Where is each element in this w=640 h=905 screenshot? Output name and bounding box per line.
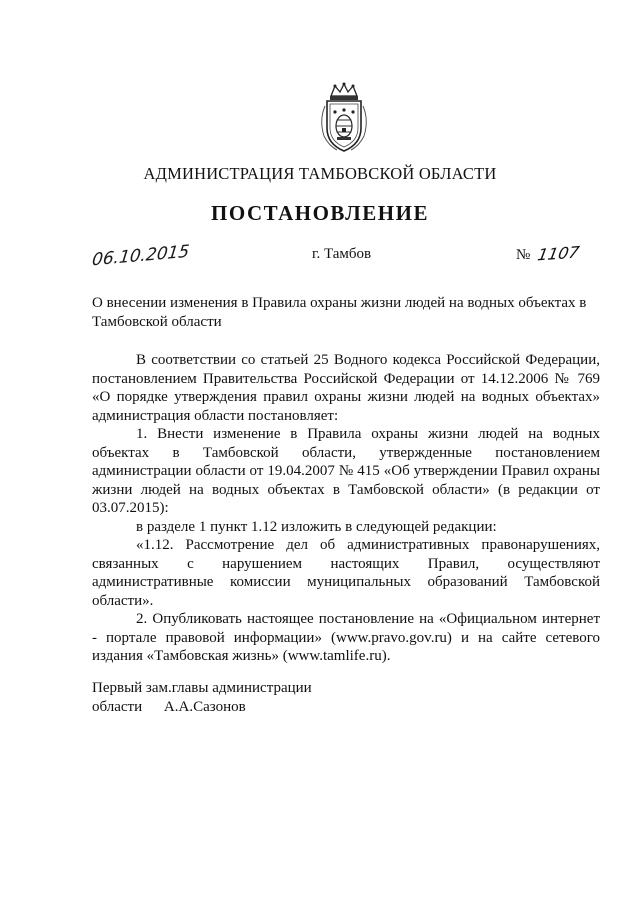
handwritten-number: 1107: [536, 242, 581, 265]
signature-position-line1: Первый зам.главы администрации: [92, 680, 312, 696]
signature-position-area: области: [92, 699, 143, 715]
handwritten-date: 06.10.2015: [90, 241, 191, 271]
body-paragraph-item-2: 2. Опубликовать настоящее постановление на «Официальном интернет - портале правовой информации» (www.pravo.gov.ru) и на сайте сетевого издания «Тамбовская жизнь» (www.tamlife.ru).: [92, 611, 600, 664]
document-type: ПОСТАНОВЛЕНИЕ: [211, 201, 429, 225]
document-body: [92, 351, 600, 666]
body-paragraph-quote: «1.12. Рассмотрение дел об административных правонарушениях, связанных с нарушением настоящих Правил, осуществляют административные комиссии муниципальных образований Тамбовской области».: [92, 537, 600, 609]
document-subject: О внесении изменения в Правила охраны жизни людей на водных объектах в Тамбовской области: [92, 295, 587, 330]
city: г. Тамбов: [312, 246, 372, 262]
number-label: №: [516, 247, 531, 263]
body-paragraph-item-1: 1. Внести изменение в Правила охраны жизни людей на водных объектах в Тамбовской области, утвержденные постановлением администрации области от 19.04.2007 № 415 «Об утверждении Правил охраны жизни людей на водных объектах в Тамбовской области» (в редакции от 03.07.2015):: [92, 426, 600, 516]
document-number: [516, 244, 579, 264]
signatory-name: А.А.Сазонов: [163, 699, 246, 715]
organization-title: АДМИНИСТРАЦИЯ ТАМБОВСКОЙ ОБЛАСТИ: [143, 164, 497, 183]
signature-position-line2: [92, 698, 312, 717]
tambov-coat-of-arms-icon: [315, 82, 373, 154]
body-paragraph-preamble: В соответствии со статьей 25 Водного кодекса Российской Федерации, постановлением Правительства Российской Федерации от 14.12.2006 № 769 «О порядке утверждения правил охраны жизни людей на водных объектах» администрация области постановляет:: [92, 352, 600, 424]
signature-block: [92, 679, 312, 717]
body-paragraph-section: в разделе 1 пункт 1.12 изложить в следующей редакции:: [136, 518, 497, 535]
